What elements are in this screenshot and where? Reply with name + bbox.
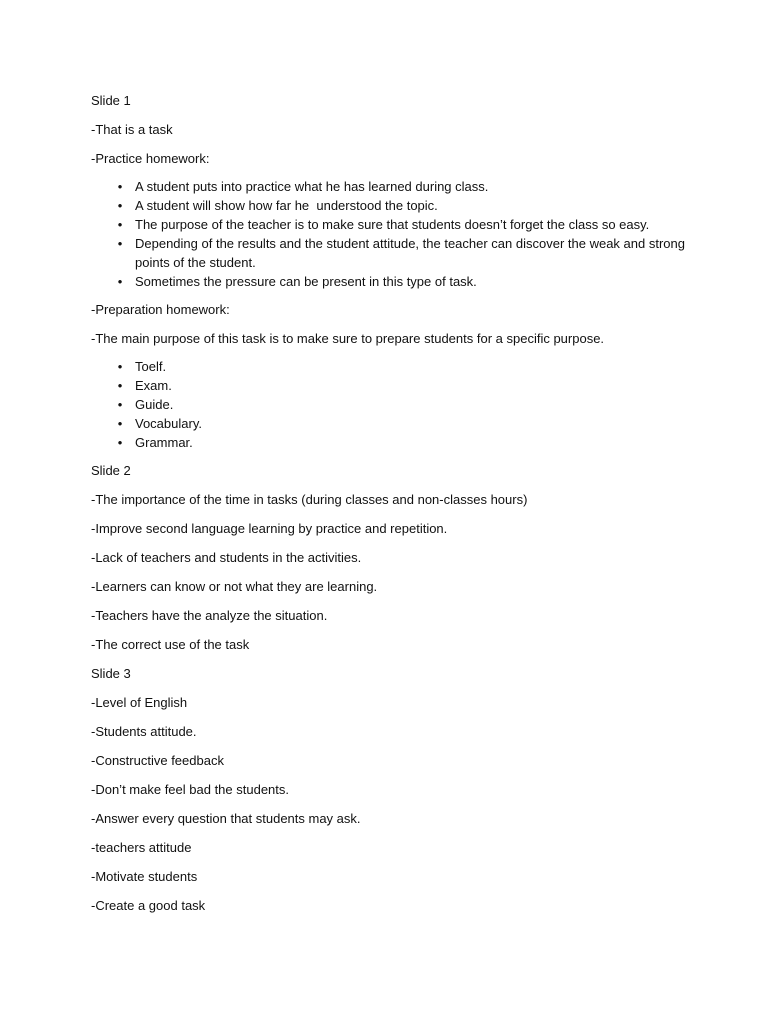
bullet-text: Sometimes the pressure can be present in this type of task. bbox=[135, 274, 477, 289]
paragraph: -The main purpose of this task is to make sure to prepare students for a specific purpose. bbox=[91, 331, 605, 346]
bullet-icon: • bbox=[117, 217, 123, 232]
bullet-list-item bbox=[91, 177, 708, 196]
bullet-icon: • bbox=[117, 416, 123, 431]
paragraph: -Create a good task bbox=[91, 898, 206, 913]
bullet-text: Depending of the results and the student attitude, the teacher can discover the weak and strong points of the student. bbox=[135, 236, 689, 270]
paragraph: -Improve second language learning by practice and repetition. bbox=[91, 521, 448, 536]
bullet-list-item bbox=[91, 272, 708, 291]
bullet-icon: • bbox=[117, 435, 123, 450]
bullet-text: A student puts into practice what he has learned during class. bbox=[135, 179, 489, 194]
paragraph: -Answer every question that students may ask. bbox=[91, 811, 361, 826]
bullet-list-item bbox=[91, 196, 708, 215]
bullet-list bbox=[91, 357, 708, 452]
paragraph: -Preparation homework: bbox=[91, 302, 230, 317]
paragraph: -Lack of teachers and students in the activities. bbox=[91, 550, 362, 565]
bullet-text: Guide. bbox=[135, 397, 174, 412]
bullet-list-item bbox=[91, 376, 708, 395]
bullet-list-item bbox=[91, 414, 708, 433]
paragraph: -The importance of the time in tasks (during classes and non-classes hours) bbox=[91, 492, 528, 507]
paragraph: -Teachers have the analyze the situation. bbox=[91, 608, 328, 623]
bullet-icon: • bbox=[117, 274, 123, 289]
paragraph: -Motivate students bbox=[91, 869, 198, 884]
bullet-text: Exam. bbox=[135, 378, 172, 393]
paragraph: Slide 1 bbox=[91, 93, 131, 108]
paragraph: -That is a task bbox=[91, 122, 173, 137]
paragraph: -Students attitude. bbox=[91, 724, 197, 739]
bullet-list-item bbox=[91, 234, 708, 272]
paragraph: -Constructive feedback bbox=[91, 753, 224, 768]
paragraph: Slide 2 bbox=[91, 463, 131, 478]
bullet-list bbox=[91, 177, 708, 291]
bullet-list-item bbox=[91, 215, 708, 234]
bullet-text: A student will show how far he understood the topic. bbox=[135, 198, 438, 213]
bullet-text: Grammar. bbox=[135, 435, 193, 450]
bullet-list-item bbox=[91, 433, 708, 452]
bullet-icon: • bbox=[117, 359, 123, 374]
bullet-text: The purpose of the teacher is to make sure that students doesn’t forget the class so easy. bbox=[135, 217, 650, 232]
bullet-list-item bbox=[91, 357, 708, 376]
bullet-icon: • bbox=[117, 198, 123, 213]
paragraph: Slide 3 bbox=[91, 666, 131, 681]
bullet-icon: • bbox=[117, 378, 123, 393]
paragraph: -Practice homework: bbox=[91, 151, 210, 166]
bullet-list-item bbox=[91, 395, 708, 414]
bullet-icon: • bbox=[117, 397, 123, 412]
paragraph: -Don’t make feel bad the students. bbox=[91, 782, 290, 797]
bullet-text: Toelf. bbox=[135, 359, 167, 374]
bullet-text: Vocabulary. bbox=[135, 416, 202, 431]
bullet-icon: • bbox=[117, 179, 123, 194]
document-body bbox=[91, 92, 708, 915]
bullet-icon: • bbox=[117, 236, 123, 251]
paragraph: -Learners can know or not what they are learning. bbox=[91, 579, 378, 594]
paragraph: -The correct use of the task bbox=[91, 637, 250, 652]
paragraph: -Level of English bbox=[91, 695, 188, 710]
paragraph: -teachers attitude bbox=[91, 840, 192, 855]
